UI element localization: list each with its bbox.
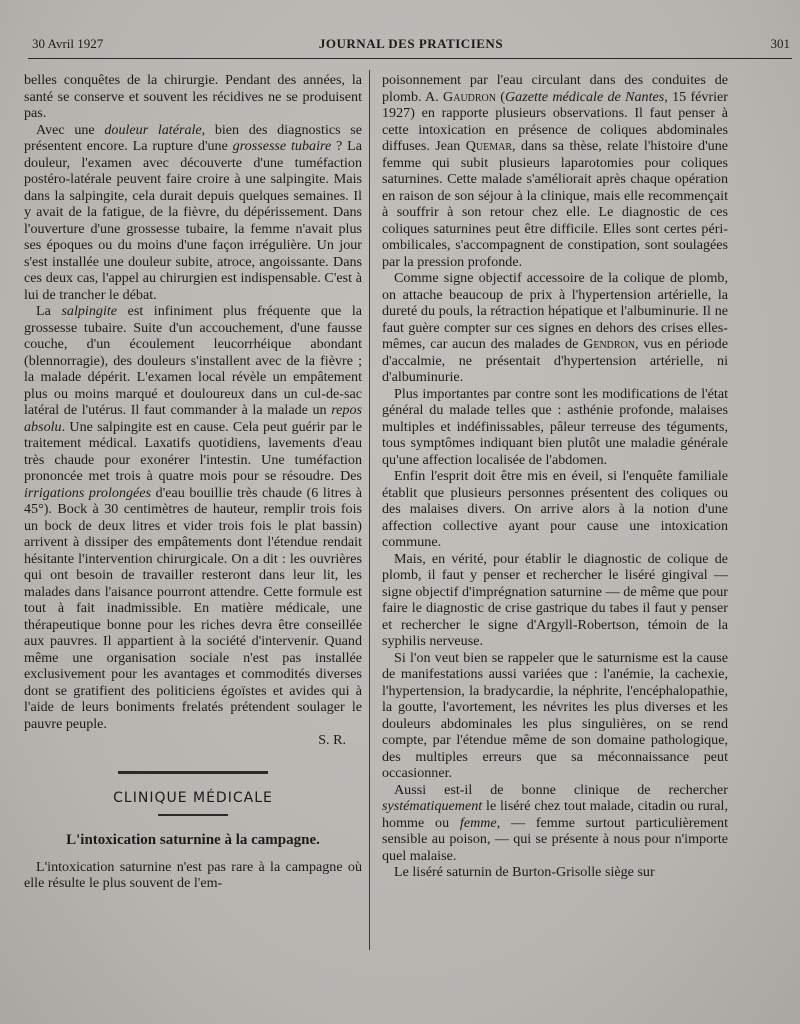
section-separator-bottom [158,814,228,816]
right-paragraph-5: Mais, en vérité, pour établir le diagnostic de colique de plomb, il faut y penser et rechercher le liséré gingival — signe objectif d'imprégnation saturnine — de même que pour faire le diagnostic de crise gastrique du tabes il faut y penser et rechercher le signe d'Argyll-Robertson, témoin de la syphilis nerveuse. [382,550,728,649]
journal-title: JOURNAL DES PRATICIENS [318,36,504,51]
left-paragraph-3: La salpingite est infiniment plus fréquente que la grossesse tubaire. Suite d'un accouchement, d'une fausse couche, d'un écoulement leucorrhéique abondant (blennorragie), des douleurs s'installent avec de la fièvre ; la malade dépérit. L'examen local révèle un empâtement plus ou moins marqué et douloureux dans un cul-de-sac latéral de l'utérus. Il faut commander à la malade un repos absolu. Une salpingite est en cause. Cela peut guérir par le traitement médical. Laxatifs quotidiens, lavements d'eau très chaude pour exonérer l'intestin. Une tuméfaction prononcée met trois à quatre mois pour se résoudre. Des irrigations prolongées d'eau bouillie très chaude (6 litres à 45°). Bock à 30 centimètres de hauteur, remplir trois fois un bock de deux litres et vider trois fois le plat bassin) arrivent à dissiper des empâtements dont l'étendue rendait hésitante l'intervention chirurgicale. On a dit : les ouvrières qui ont besoin de travailler resteront dans leur lit, les malades dans l'aisance pourront attendre. Cette formule est tout à fait inadmissible. En matière médicale, une thérapeutique bonne pour les riches devra être conseillée aux pauvres. Il appartient à la société d'intervenir. Quand même une organisation sociale n'est pas installée exclusivement pour les avantages et commodités diverses dont se gratifient des politiciens égoïstes et avides qui à l'aide de leurs boniments frelatés prétendent soulager le pauvre peuple. [24,303,362,732]
column-rule [369,70,370,950]
header-date: 30 Avril 1927 [32,36,104,51]
signature: S. R. [318,732,346,748]
page-header [32,36,790,56]
right-column [382,72,728,881]
right-paragraph-3: Plus importantes par contre sont les modifications de l'état général du malade telles que : asthénie profonde, malaises multiples et indéfinissables, pâleur terreuse des téguments, tous symptômes indiquant bien plutôt une maladie générale qu'une affection localisée de l'abdomen. [382,385,728,468]
left-paragraph-1: belles conquêtes de la chirurgie. Pendant des années, la santé se conserve et souvent les récidives ne se produisent pas. [24,72,362,121]
right-paragraph-8: Le liséré saturnin de Burton-Grisolle siège sur [394,864,655,880]
signature-line [24,732,362,749]
left-paragraph-2: Avec une douleur latérale, bien des diagnostics se présentent encore. La rupture d'une grossesse tubaire ? La douleur, l'examen avec découverte d'une tuméfaction postéro-latérale peuvent faire croire à une salpingite. Mais dans la salpingite, cela durait depuis quelques semaines. Il y avait de la fatigue, de la fièvre, du dépérissement. Dans l'ouverture d'une grossesse tubaire, la femme n'avait plus ses époques ou du moins d'une façon irrégulière. Un jour s'est installée une douleur subite, atroce, angoissante. Dans ces deux cas, l'appel au chirurgien est indispensable. C'est à lui de trancher le débat. [24,121,362,303]
header-rule [28,58,792,59]
section-title: CLINIQUE MÉDICALE [113,789,273,806]
left-column [24,72,362,892]
right-paragraph-7: Aussi est-il de bonne clinique de rechercher systématiquement le liséré chez tout malade, citadin ou rural, homme ou femme, — femme surtout particulièrement sensible au poison, — qui se présente à nous pour n'importe quel malaise. [382,781,728,864]
right-paragraph-1: poisonnement par l'eau circulant dans des conduites de plomb. A. Gaudron (Gazette médicale de Nantes, 15 février 1927) en rapporte plusieurs observations. Il faut penser à cette intoxication en présence de coliques abdominales diffuses. Jean Quemar, dans sa thèse, relate l'histoire d'une femme qui subit plusieurs laparotomies pour coliques saturnines. Cette malade s'améliorait après chaque opération en raison de son séjour à la clinique, mais elle recommençait à souffrir à son retour chez elle. Le diagnostic de ces coliques saturnines peut être difficile. Elles sont certes péri-ombilicales, s'accompagnent de constipation, sont soulagées par la pression profonde. [382,72,728,270]
right-paragraph-2: Comme signe objectif accessoire de la colique de plomb, on attache beaucoup de prix à l'hypertension artérielle, la dureté du pouls, la rétraction hépatique et l'albuminurie. Il ne faut guère compter sur ces signes en dehors des crises elles-mêmes, car aucun des malades de Gendron, vus en période d'accalmie, ne présentait d'hypertension artérielle, ni d'albuminurie. [382,270,728,385]
right-paragraph-6: Si l'on veut bien se rappeler que le saturnisme est la cause de manifestations aussi variées que : l'anémie, la cachexie, l'hypertension, la bradycardie, la néphrite, l'encéphalopathie, la goutte, l'avortement, les névrites les plus diverses et les douleurs abdominales les plus singulières, on se rend compte, par l'étendue même de son domaine pathologique, des multiples erreurs que sa méconnaissance peut occasionner. [382,649,728,781]
article-title: L'intoxication saturnine à la campagne. [66,832,320,848]
section-separator-top [118,771,268,774]
article-intro: L'intoxication saturnine n'est pas rare à la campagne où elle résulte le plus souvent de l'em- [24,858,362,891]
right-paragraph-4: Enfin l'esprit doit être mis en éveil, si l'enquête familiale établit que plusieurs personnes présentent des coliques ou des malaises divers. On arrive alors à la notion d'une affection collective ayant pour cause une intoxication commune. [382,468,728,550]
page-number: 301 [770,36,790,51]
